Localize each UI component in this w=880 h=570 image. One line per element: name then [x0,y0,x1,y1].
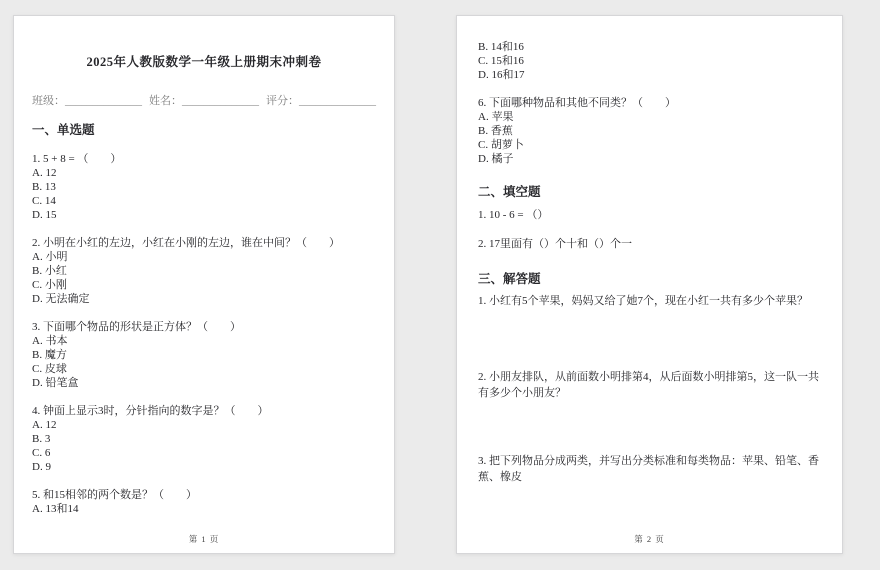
page-2-number: 第 2 页 [634,534,665,544]
question-1-option-b: B. 13 [32,181,56,193]
exam-page-1 [13,15,395,554]
page-1-number: 第 1 页 [188,534,220,544]
question-4-option-d: D. 9 [32,461,51,473]
question-4-option-b: B. 3 [32,433,51,445]
exam-title: 2025年人教版数学一年级上册期末冲刺卷 [86,55,322,69]
solve-question-2: 2. 小朋友排队，从前面数小明排第4，从后面数小明排第5，这一队一共有多少个小朋友？ [478,371,819,399]
question-4-option-c: C. 6 [32,447,51,459]
question-5-option-c: C. 15和16 [478,55,524,67]
question-3 [32,320,376,390]
question-4-option-a: A. 12 [32,419,57,431]
question-6-option-a: A. 苹果 [478,111,514,123]
section-heading-solve: 三、解答题 [478,272,541,286]
question-1 [32,152,376,222]
score-blank-field: 评分：______________ [266,95,376,107]
question-6-option-c: C. 胡萝卜 [478,139,524,151]
question-2-text: 2. 小明在小红的左边，小红在小刚的左边，谁在中间？（ ） [32,237,340,249]
question-5-option-b: B. 14和16 [478,41,524,53]
question-6 [478,96,822,166]
section-heading-fill-blank: 二、填空题 [478,185,541,199]
question-5 [32,488,376,516]
question-5-option-a: A. 13和14 [32,503,79,515]
solve-question-3: 3. 把下列物品分成两类，并写出分类标准和每类物品：苹果、铅笔、香蕉、橡皮 [478,455,819,483]
question-2 [32,236,376,306]
question-2-option-c: C. 小刚 [32,279,67,291]
header-fields [32,94,376,108]
question-4-text: 4. 钟面上显示3时，分针指向的数字是？（ ） [32,405,269,417]
name-blank-field: 姓名：______________ [149,95,259,107]
question-3-option-b: B. 魔方 [32,349,67,361]
question-1-option-a: A. 12 [32,167,57,179]
question-3-option-d: D. 铅笔盒 [32,377,79,389]
question-2-option-a: A. 小明 [32,251,68,263]
question-3-text: 3. 下面哪个物品的形状是正方体？（ ） [32,321,241,333]
question-4 [32,404,376,474]
solve-question-1: 1. 小红有5个苹果，妈妈又给了她7个，现在小红一共有多少个苹果？ [478,295,808,307]
question-6-text: 6. 下面哪种物品和其他不同类？（ ） [478,97,676,109]
question-2-option-d: D. 无法确定 [32,293,90,305]
class-blank-field: 班级：______________ [32,95,142,107]
exam-page-2 [456,15,843,554]
question-1-option-d: D. 15 [32,209,57,221]
question-5-continued-options [478,40,822,82]
question-5-option-d: D. 16和17 [478,69,525,81]
fill-question-1: 1. 10 - 6 = （） [478,209,549,221]
question-1-text: 1. 5 + 8 = （ ） [32,153,122,165]
question-6-option-d: D. 橘子 [478,153,514,165]
question-2-option-b: B. 小红 [32,265,67,277]
question-6-option-b: B. 香蕉 [478,125,513,137]
fill-question-2: 2. 17里面有（）个十和（）个一 [478,238,632,250]
section-heading-single-choice: 一、单选题 [32,123,95,137]
question-5-text: 5. 和15相邻的两个数是？（ ） [32,489,197,501]
question-1-option-c: C. 14 [32,195,56,207]
question-3-option-a: A. 书本 [32,335,68,347]
question-3-option-c: C. 皮球 [32,363,67,375]
